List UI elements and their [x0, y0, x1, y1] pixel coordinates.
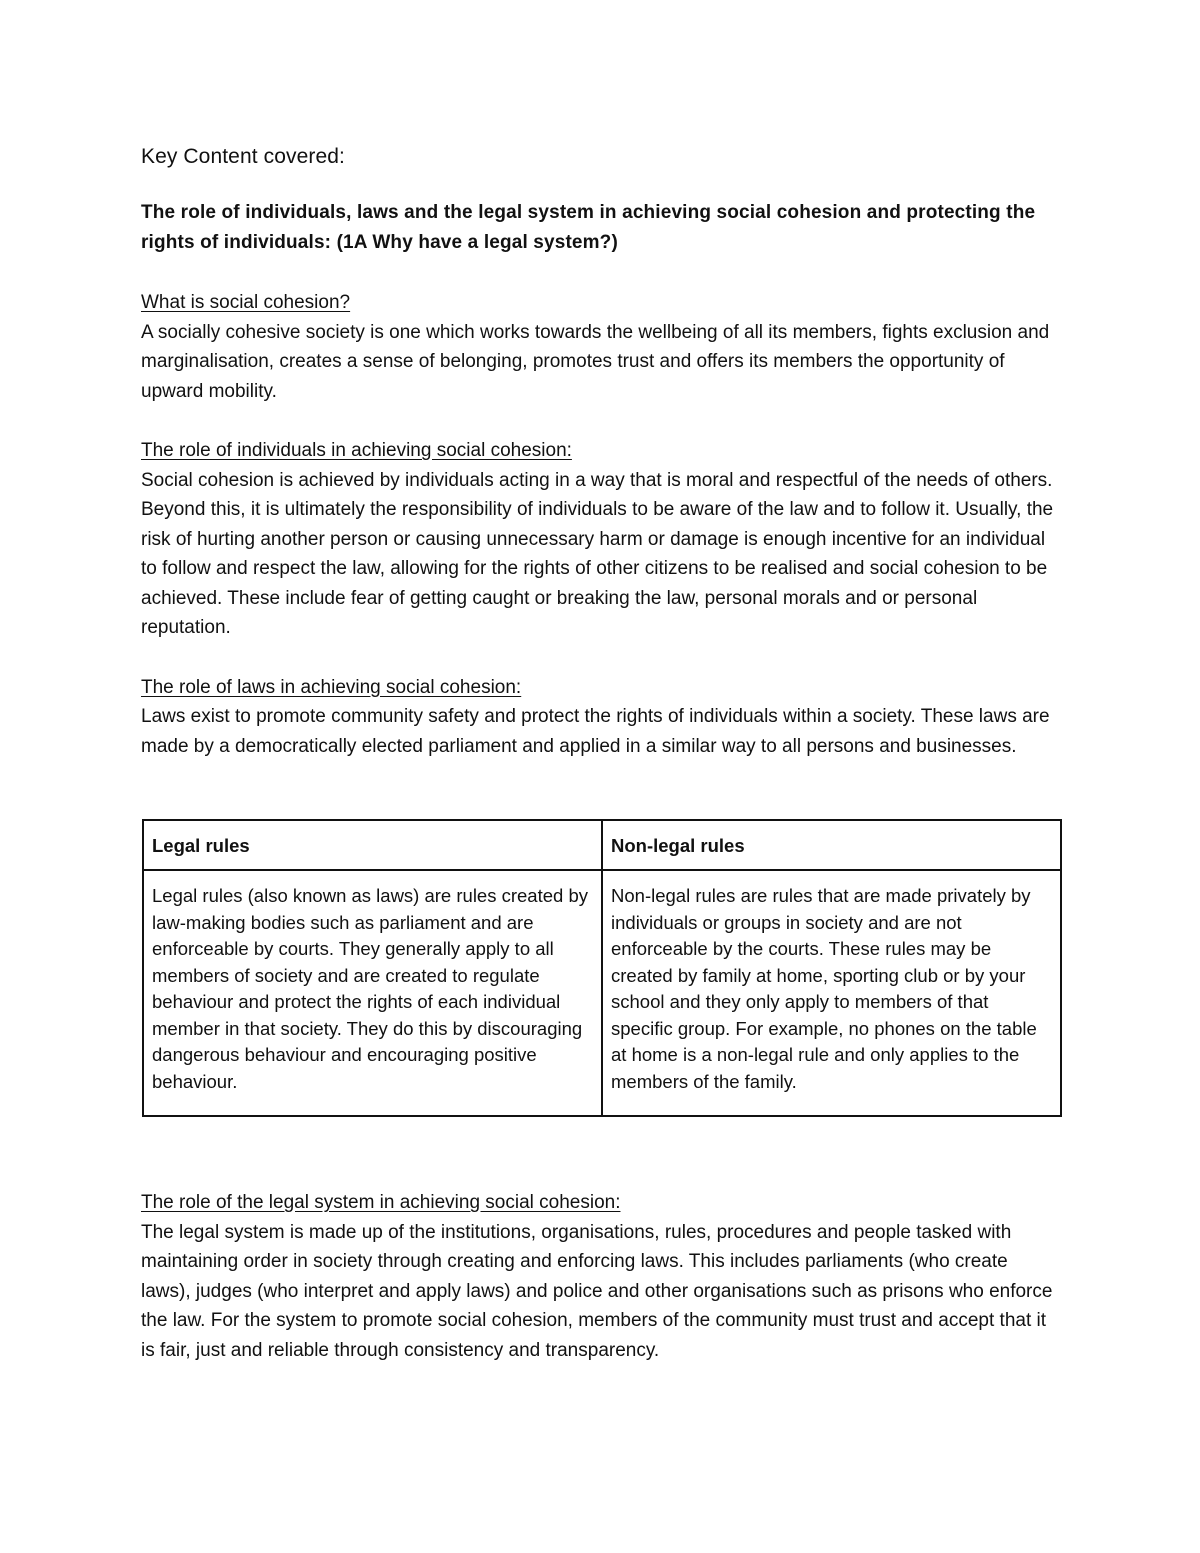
table-header-row [143, 820, 1061, 870]
section-heading: The role of individuals in achieving social cohesion: [141, 440, 572, 461]
document-subtitle: The role of individuals, laws and the legal system in achieving social cohesion and protecting the rights of individuals: (1A Why have a legal system?) [141, 202, 1036, 253]
section-role-of-legal-system [141, 1188, 1061, 1365]
section-body: Laws exist to promote community safety and protect the rights of individuals within a society. These laws are made by a democratically elected parliament and applied in a similar way to all persons and businesses. [141, 706, 1050, 757]
section-role-of-individuals [141, 436, 1061, 643]
section-body: A socially cohesive society is one which works towards the wellbeing of all its members, fights exclusion and marginalisation, creates a sense of belonging, promotes trust and offers its members the opportunity of upward mobility. [141, 321, 1050, 402]
table-cell-non-legal-rules: Non-legal rules are rules that are made privately by individuals or groups in society and are not enforceable by the courts. These rules may be created by family at home, sporting club or by your school and they only apply to members of that specific group. For example, no phones on the table at home is a non-legal rule and only applies to the members of the family. [602, 870, 1061, 1116]
section-heading: The role of the legal system in achieving social cohesion: [141, 1192, 621, 1213]
table-cell-legal-rules: Legal rules (also known as laws) are rules created by law-making bodies such as parliament and are enforceable by courts. They generally apply to all members of society and are created to regulate behaviour and protect the rights of each individual member in that society. They do this by discouraging dangerous behaviour and encouraging positive behaviour. [143, 870, 602, 1116]
table-header-non-legal-rules: Non-legal rules [602, 820, 1061, 870]
document-title: Key Content covered: [141, 145, 345, 168]
document-page [141, 140, 1061, 761]
section-heading: What is social cohesion? [141, 292, 351, 313]
legal-vs-non-legal-rules-table [142, 819, 1062, 1117]
section-body: The legal system is made up of the institutions, organisations, rules, procedures and people tasked with maintaining order in society through creating and enforcing laws. This includes parliaments (who create laws), judges (who interpret and apply laws) and police and other organisations such as prisons who enforce the law. For the system to promote social cohesion, members of the community must trust and accept that it is fair, just and reliable through consistency and transparency. [141, 1221, 1053, 1361]
section-role-of-laws [141, 673, 1061, 762]
table-row [143, 870, 1061, 1116]
section-what-is-social-cohesion [141, 288, 1061, 406]
section-heading: The role of laws in achieving social cohesion: [141, 676, 522, 698]
section-body: Social cohesion is achieved by individuals acting in a way that is moral and respectful of the needs of others. Beyond this, it is ultimately the responsibility of individuals to be aware of the law and to follow it. Usually, the risk of hurting another person or causing unnecessary harm or damage is enough incentive for an individual to follow and respect the law, allowing for the rights of other citizens to be realised and social cohesion to be achieved. These include fear of getting caught or breaking the law, personal morals and or personal reputation. [141, 469, 1054, 638]
table-header-legal-rules: Legal rules [143, 820, 602, 870]
